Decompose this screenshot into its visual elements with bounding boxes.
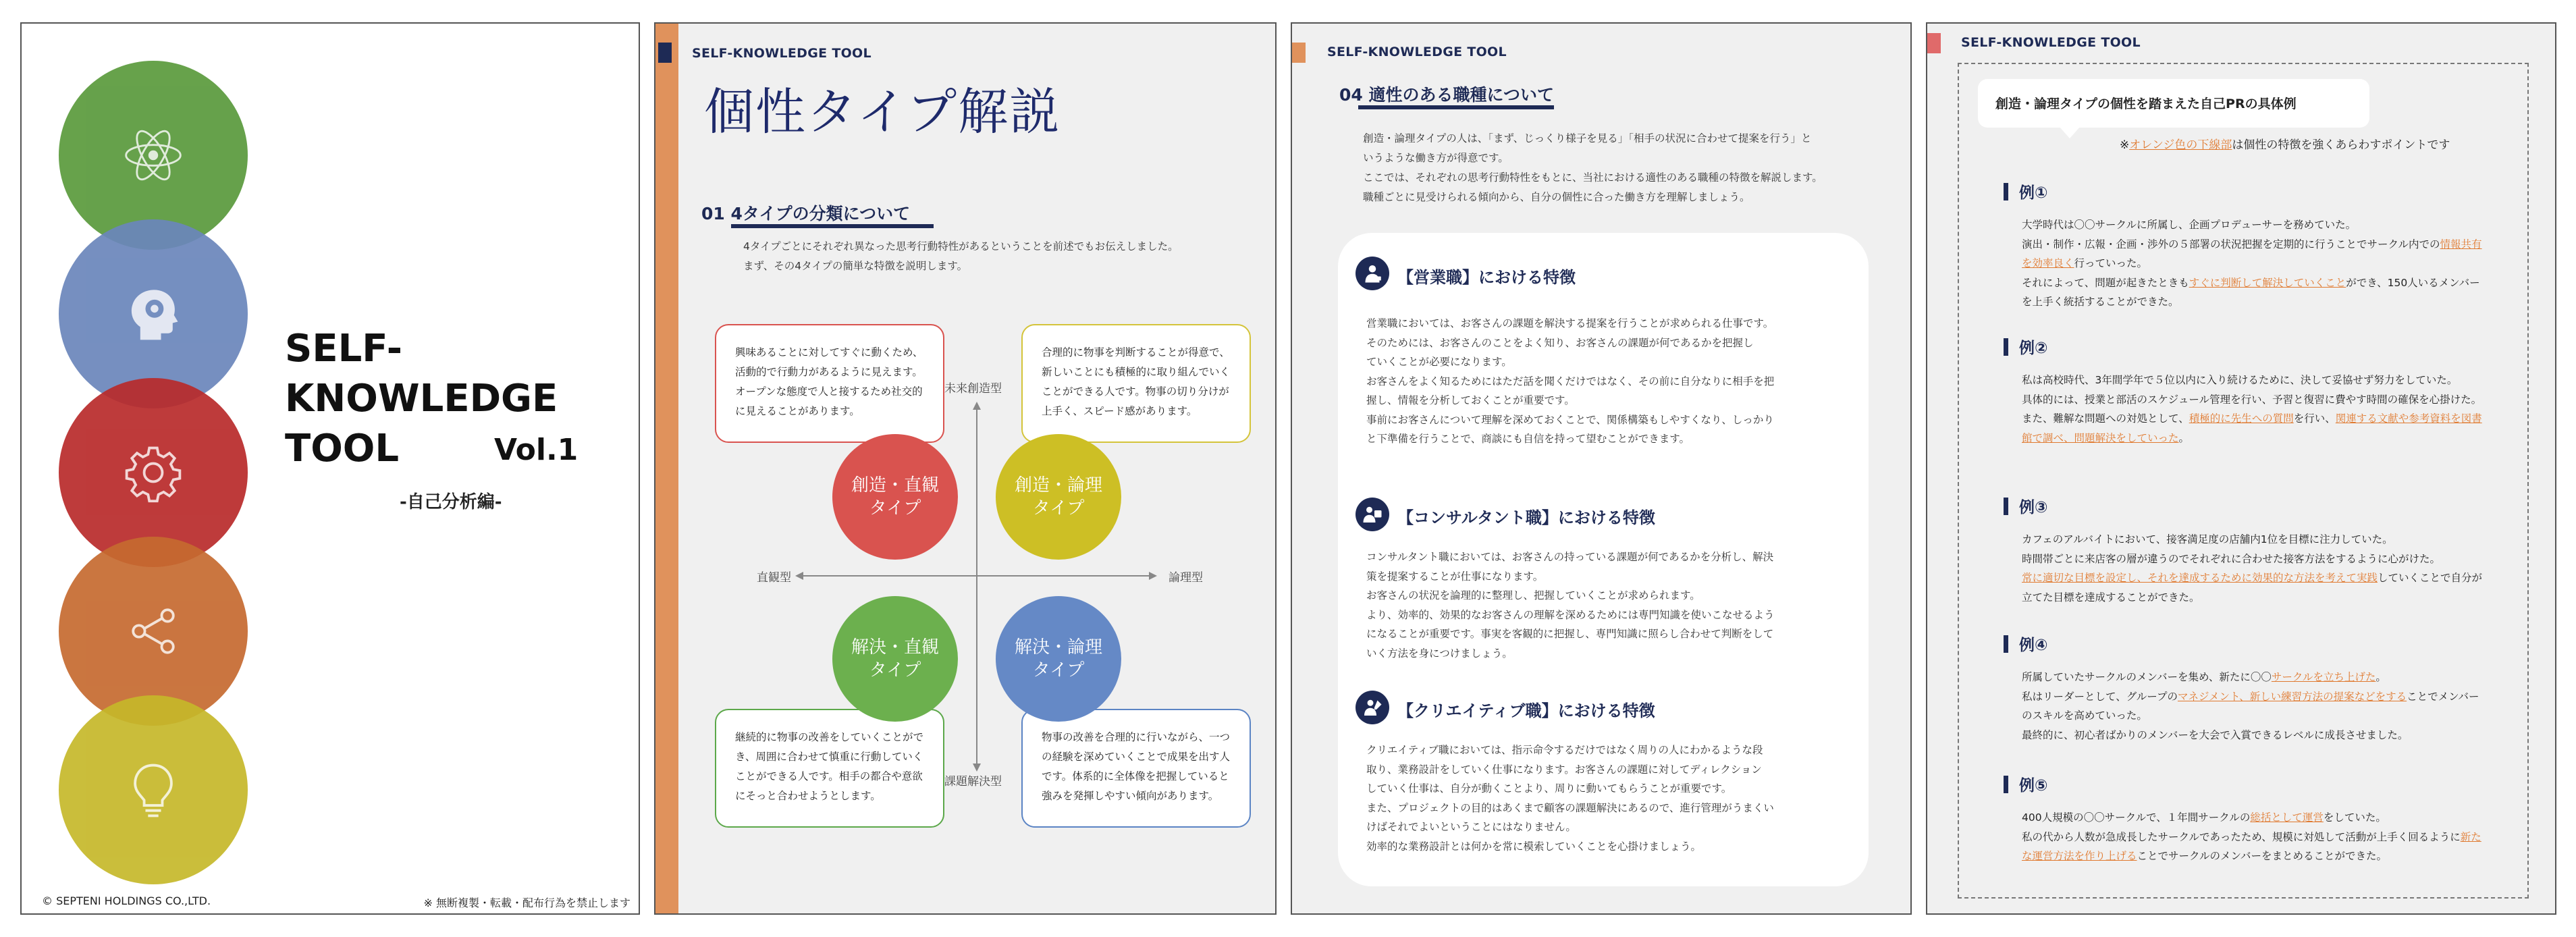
job-title-sales: 【営業職】における特徴: [1397, 268, 1576, 287]
example-line: [2022, 550, 2488, 569]
example-line: [2022, 429, 2488, 448]
type-name: 解決・直観: [851, 637, 939, 658]
example-line: [2022, 687, 2488, 707]
box-line: 上手く、スピード感があります。: [1042, 405, 1198, 417]
job-line: また、プロジェクトの目的はあくまで顧客の課題解決にあるので、進行管理がうまくい: [1366, 801, 1774, 814]
type-circle-solving-logical: [996, 596, 1121, 722]
example-title: 例②: [2019, 340, 2048, 357]
text-segment: を上手く統括することができた。: [2022, 296, 2179, 308]
text-segment: 最終的に、初心者ばかりのメンバーを大会で入賞できるレベルに成長させました。: [2022, 728, 2409, 741]
highlight-segment: サークルを立ち上げた: [2271, 671, 2376, 683]
note-suffix: は個性の特徴を強くあらわすポイントです: [2232, 138, 2450, 152]
type-explanation-page: [654, 22, 1277, 915]
text-segment: 具体的には、授業と部活のスケジュール管理を行い、予習と復習に費やす時間の確保を心掛けた。: [2022, 393, 2482, 406]
self-pr-examples-page: [1926, 22, 2556, 915]
box-line: き、周囲に合わせて慎重に行動していく: [735, 751, 923, 763]
type-circle-creative-logical: [996, 434, 1121, 560]
header-marker: [1292, 43, 1306, 63]
intro-line: 創造・論理タイプの人は、「まず、じっくり様子を見る」「相手の状況に合わせて提案を行う」と: [1363, 132, 1812, 144]
box-line: に見えることがあります。: [735, 405, 860, 417]
example-line: [2022, 530, 2488, 550]
highlight-segment: すぐに判断して解決していくこと: [2189, 276, 2346, 289]
section-underline: [1358, 105, 1554, 109]
example-line: [2022, 828, 2488, 847]
text-segment: していくことで自分が: [2378, 572, 2483, 584]
highlight-segment: 館で調べ、問題解決をしていった: [2022, 431, 2179, 444]
example-line: [2022, 235, 2488, 255]
job-line: していく仕事は、自分が動くことより、周りに動いてもらうことが重要です。: [1366, 782, 1732, 795]
speech-bubble-tail: [2059, 126, 2081, 138]
text-segment: ことでサークルのメンバーをまとめることができた。: [2137, 850, 2387, 862]
job-line: お客さんの状況を論理的に整理し、把握していくことが求められます。: [1366, 589, 1700, 601]
page-header: SELF-KNOWLEDGE TOOL: [1327, 45, 1507, 59]
example-line: [2022, 273, 2488, 293]
example-marker: [2004, 635, 2008, 653]
job-icon-wrapper: [1356, 498, 1389, 531]
job-icon-wrapper: [1356, 257, 1389, 290]
sales-person-icon: [1362, 263, 1383, 284]
example-line: [2022, 847, 2488, 866]
box-line: 強みを発揮しやすい傾向があります。: [1042, 790, 1219, 802]
cover-circle-5: [59, 695, 248, 884]
example-text: [2022, 215, 2488, 312]
example-marker: [2004, 183, 2008, 200]
highlight-segment: 常に適切な目標を設定し、それを達成するために効果的な方法を考えて実践: [2022, 572, 2378, 584]
example-text: [2022, 371, 2488, 448]
example-line: [2022, 409, 2488, 429]
box-line: 新しいことにも積極的に取り組んでいく: [1042, 366, 1231, 378]
job-line: 事前にお客さんについて理解を深めておくことで、関係構築もしやすくなり、しっかり: [1366, 413, 1774, 426]
cover-title-line: KNOWLEDGE: [285, 377, 558, 421]
axis-label-left: 直観型: [757, 571, 791, 585]
page-header: SELF-KNOWLEDGE TOOL: [1961, 35, 2141, 50]
type-name: 創造・論理: [1014, 475, 1102, 496]
example-marker: [2004, 776, 2008, 793]
text-segment: をしていた。: [2323, 811, 2386, 824]
job-line: と下準備を行うことで、商談にも自信を持って望むことができます。: [1366, 433, 1690, 445]
section-title: 04 適性のある職種について: [1339, 85, 1554, 105]
text-segment: それによって、問題が起きたときも: [2022, 276, 2189, 289]
job-line: けばそれでよいということにはなりません。: [1366, 821, 1576, 833]
highlight-note: [2120, 135, 2450, 152]
job-line: 効率的な業務設計とは何かを常に模索していくことを心掛けましょう。: [1366, 840, 1702, 853]
text-segment: ことでメンバー: [2407, 690, 2479, 703]
box-line: です。体系的に全体像を把握していると: [1042, 770, 1229, 782]
job-text-sales: [1366, 314, 1774, 449]
text-segment: を行い、: [2293, 412, 2336, 425]
job-line: いく方法を身につけましょう。: [1366, 647, 1513, 660]
note-orange-text: オレンジ色の下線部: [2129, 138, 2232, 152]
job-line: 営業職においては、お客さんの課題を解決する提案を行うことが求められる仕事です。: [1366, 317, 1774, 329]
box-line: オープンな態度で人と接するため社交的: [735, 385, 923, 398]
text-segment: 時間帯ごとに来店客の層が違うのでそれぞれに合わせた接客方法をするように心がけた。: [2022, 552, 2441, 565]
job-line: お客さんをよく知るためにはただ話を聞くだけではなく、その前に自分なりに相手を把: [1366, 375, 1775, 387]
text-segment: 立てた目標を達成することができた。: [2022, 591, 2200, 604]
text-segment: 。: [2376, 671, 2386, 683]
axis-label-bottom: 課題解決型: [944, 775, 1002, 788]
type-suffix: タイプ: [869, 498, 921, 518]
job-line: 策を提案することが仕事になります。: [1366, 570, 1544, 583]
text-segment: 私はリーダーとして、グループの: [2022, 690, 2178, 703]
box-line: ことができる人です。相手の都合や意欲: [735, 770, 923, 782]
highlight-segment: を効率良く: [2022, 257, 2074, 269]
cover-title-line: SELF-: [285, 327, 403, 371]
job-line: 握し、情報を分析しておくことが重要です。: [1366, 394, 1575, 406]
example-text: [2022, 808, 2488, 866]
text-segment: 。: [2178, 431, 2190, 444]
box-line: 合理的に物事を判断することが得意で、: [1042, 346, 1230, 358]
section-intro: [1363, 129, 1823, 207]
example-marker: [2004, 338, 2008, 356]
example-title: 例③: [2019, 499, 2048, 516]
highlight-segment: 積極的に先生への質問: [2189, 412, 2294, 425]
highlight-segment: 新た: [2460, 830, 2481, 843]
atom-icon: [121, 123, 186, 188]
intro-line: ここでは、それぞれの思考行動特性をもとに、当社における適性のある職種の特徴を解説します。: [1363, 171, 1823, 184]
cover-page: [20, 22, 640, 915]
box-line: の経験を深めていくことで成果を出す人: [1042, 751, 1231, 763]
creative-icon: [1362, 697, 1383, 718]
share-icon: [121, 599, 186, 664]
example-text: [2022, 668, 2488, 745]
example-line: [2022, 588, 2488, 608]
type-box-creative-logical: [1021, 324, 1251, 443]
note-prefix: ※: [2120, 138, 2130, 152]
intro-line: まず、その4タイプの簡単な特徴を説明します。: [743, 260, 968, 272]
head-gear-icon: [121, 282, 186, 346]
job-line: クリエイティブ職においては、指示命令するだけではなく周りの人にわかるような段: [1366, 744, 1763, 756]
cover-title-line: TOOL: [285, 427, 400, 471]
copyright-text: © SEPTENI HOLDINGS CO.,LTD.: [42, 894, 211, 907]
highlight-segment: マネジメント、新しい練習方法の提案などをする: [2177, 690, 2407, 703]
job-line: になることが重要です。事実を客観的に把握し、専門知識に照らし合わせて判断をして: [1366, 628, 1774, 640]
type-circle-solving-intuitive: [832, 596, 958, 722]
section-title: 01 4タイプの分類について: [701, 204, 911, 223]
notice-text: ※ 無断複製・転載・配布行為を禁止します: [423, 896, 630, 909]
job-line: コンサルタント職においては、お客さんの持っている課題が何であるかを分析し、解決: [1366, 551, 1774, 563]
text-segment: 私の代から人数が急成長したサークルであったため、規模に対処して活動が上手く回るように: [2022, 830, 2461, 843]
text-segment: 演出・制作・広報・企画・渉外の５部署の状況把握を定期的に行うことでサークル内での: [2022, 238, 2440, 250]
type-name: 解決・論理: [1014, 637, 1102, 658]
box-line: にそっと合わせようとします。: [735, 790, 881, 802]
page-header: SELF-KNOWLEDGE TOOL: [692, 46, 871, 61]
text-segment: ができ、150人いるメンバー: [2346, 276, 2480, 289]
box-line: 継続的に物事の改善をしていくことがで: [735, 731, 924, 743]
type-suffix: タイプ: [1032, 660, 1085, 680]
type-box-solving-intuitive: [715, 709, 944, 828]
type-box-creative-intuitive: [715, 324, 944, 443]
example-line: [2022, 808, 2488, 828]
cover-subtitle: -自己分析編-: [400, 492, 502, 512]
job-text-creative: [1366, 741, 1774, 856]
example-line: [2022, 726, 2488, 745]
axis-label-right: 論理型: [1169, 571, 1203, 585]
job-line: そのためには、お客さんのことをよく知り、お客さんの課題が何であるかを把握し: [1366, 336, 1754, 349]
text-segment: カフェのアルバイトにおいて、接客満足度の店舗内1位を目標に注力していた。: [2022, 533, 2393, 545]
job-text-consultant: [1366, 547, 1775, 663]
text-segment: 行っていった。: [2074, 257, 2148, 269]
box-line: 活動的で行動力があるように見えます。: [735, 366, 923, 378]
type-name: 創造・直観: [851, 475, 939, 496]
type-box-solving-logical: [1021, 709, 1251, 828]
speech-bubble-title: 創造・論理タイプの個性を踏まえた自己PRの具体例: [1978, 79, 2369, 128]
lightbulb-icon: [121, 757, 186, 822]
job-title-consultant: 【コンサルタント職】における特徴: [1397, 508, 1655, 527]
cover-volume: Vol.1: [494, 433, 579, 467]
intro-line: 4タイプごとにそれぞれ異なった思考行動特性があるということを前述でもお伝えしました。: [743, 240, 1179, 252]
intro-line: 職種ごとに見受けられる傾向から、自分の個性に合った働き方を理解しましょう。: [1363, 191, 1750, 203]
highlight-segment: 情報共有: [2440, 238, 2482, 250]
header-marker: [1927, 33, 1941, 53]
example-line: [2022, 706, 2488, 726]
text-segment: 私は高校時代、3年間学年で５位以内に入り続けるために、決して妥協せず努力をしていた。: [2022, 374, 2458, 386]
text-segment: 所属していたサークルのメンバーを集め、新たに〇〇: [2022, 671, 2272, 683]
example-title: 例⑤: [2019, 777, 2048, 795]
intro-line: いうような働き方が得意です。: [1363, 152, 1509, 164]
job-line: 取り、業務設計をしていく仕事になります。お客さんの課題に対してディレクション: [1366, 763, 1762, 776]
type-suffix: タイプ: [869, 660, 921, 680]
highlight-segment: 総括として運営: [2250, 811, 2324, 824]
example-title: 例①: [2019, 184, 2048, 202]
box-line: 興味あることに対してすぐに動くため、: [735, 346, 923, 358]
example-line: [2022, 390, 2488, 410]
type-circle-creative-intuitive: [832, 434, 958, 560]
example-title: 例④: [2019, 637, 2048, 654]
example-marker: [2004, 498, 2008, 515]
text-segment: 400人規模の〇〇サークルで、１年間サークルの: [2022, 811, 2251, 824]
gear-icon: [121, 440, 186, 505]
example-line: [2022, 254, 2488, 273]
example-text: [2022, 530, 2488, 607]
example-line: [2022, 568, 2488, 588]
page-title: 個性タイプ解説: [704, 83, 1061, 141]
example-line: [2022, 292, 2488, 312]
job-icon-wrapper: [1356, 691, 1389, 724]
box-line: 物事の改善を合理的に行いながら、一つ: [1042, 731, 1231, 743]
example-line: [2022, 668, 2488, 687]
job-title-creative: 【クリエイティブ職】における特徴: [1397, 701, 1655, 720]
text-segment: のスキルを高めていった。: [2022, 710, 2147, 722]
text-segment: また、難解な問題への対処として、: [2022, 412, 2189, 425]
axis-label-top: 未来創造型: [944, 382, 1002, 396]
box-line: ことができる人です。物事の切り分けが: [1042, 385, 1229, 398]
example-line: [2022, 215, 2488, 235]
job-aptitude-page: [1291, 22, 1912, 915]
job-line: より、効率的、効果的なお客さんの理解を深めるためには専門知識を使いこなせるよう: [1366, 608, 1775, 621]
highlight-segment: な運営方法を作り上げる: [2022, 850, 2137, 862]
job-line: ていくことが必要になります。: [1366, 356, 1512, 368]
example-line: [2022, 371, 2488, 390]
highlight-segment: 関連する文献や参考資料を図書: [2335, 412, 2482, 425]
text-segment: 大学時代は〇〇サークルに所属し、企画プロデューサーを務めていた。: [2022, 219, 2357, 231]
consultant-icon: [1362, 504, 1383, 525]
type-suffix: タイプ: [1032, 498, 1085, 518]
